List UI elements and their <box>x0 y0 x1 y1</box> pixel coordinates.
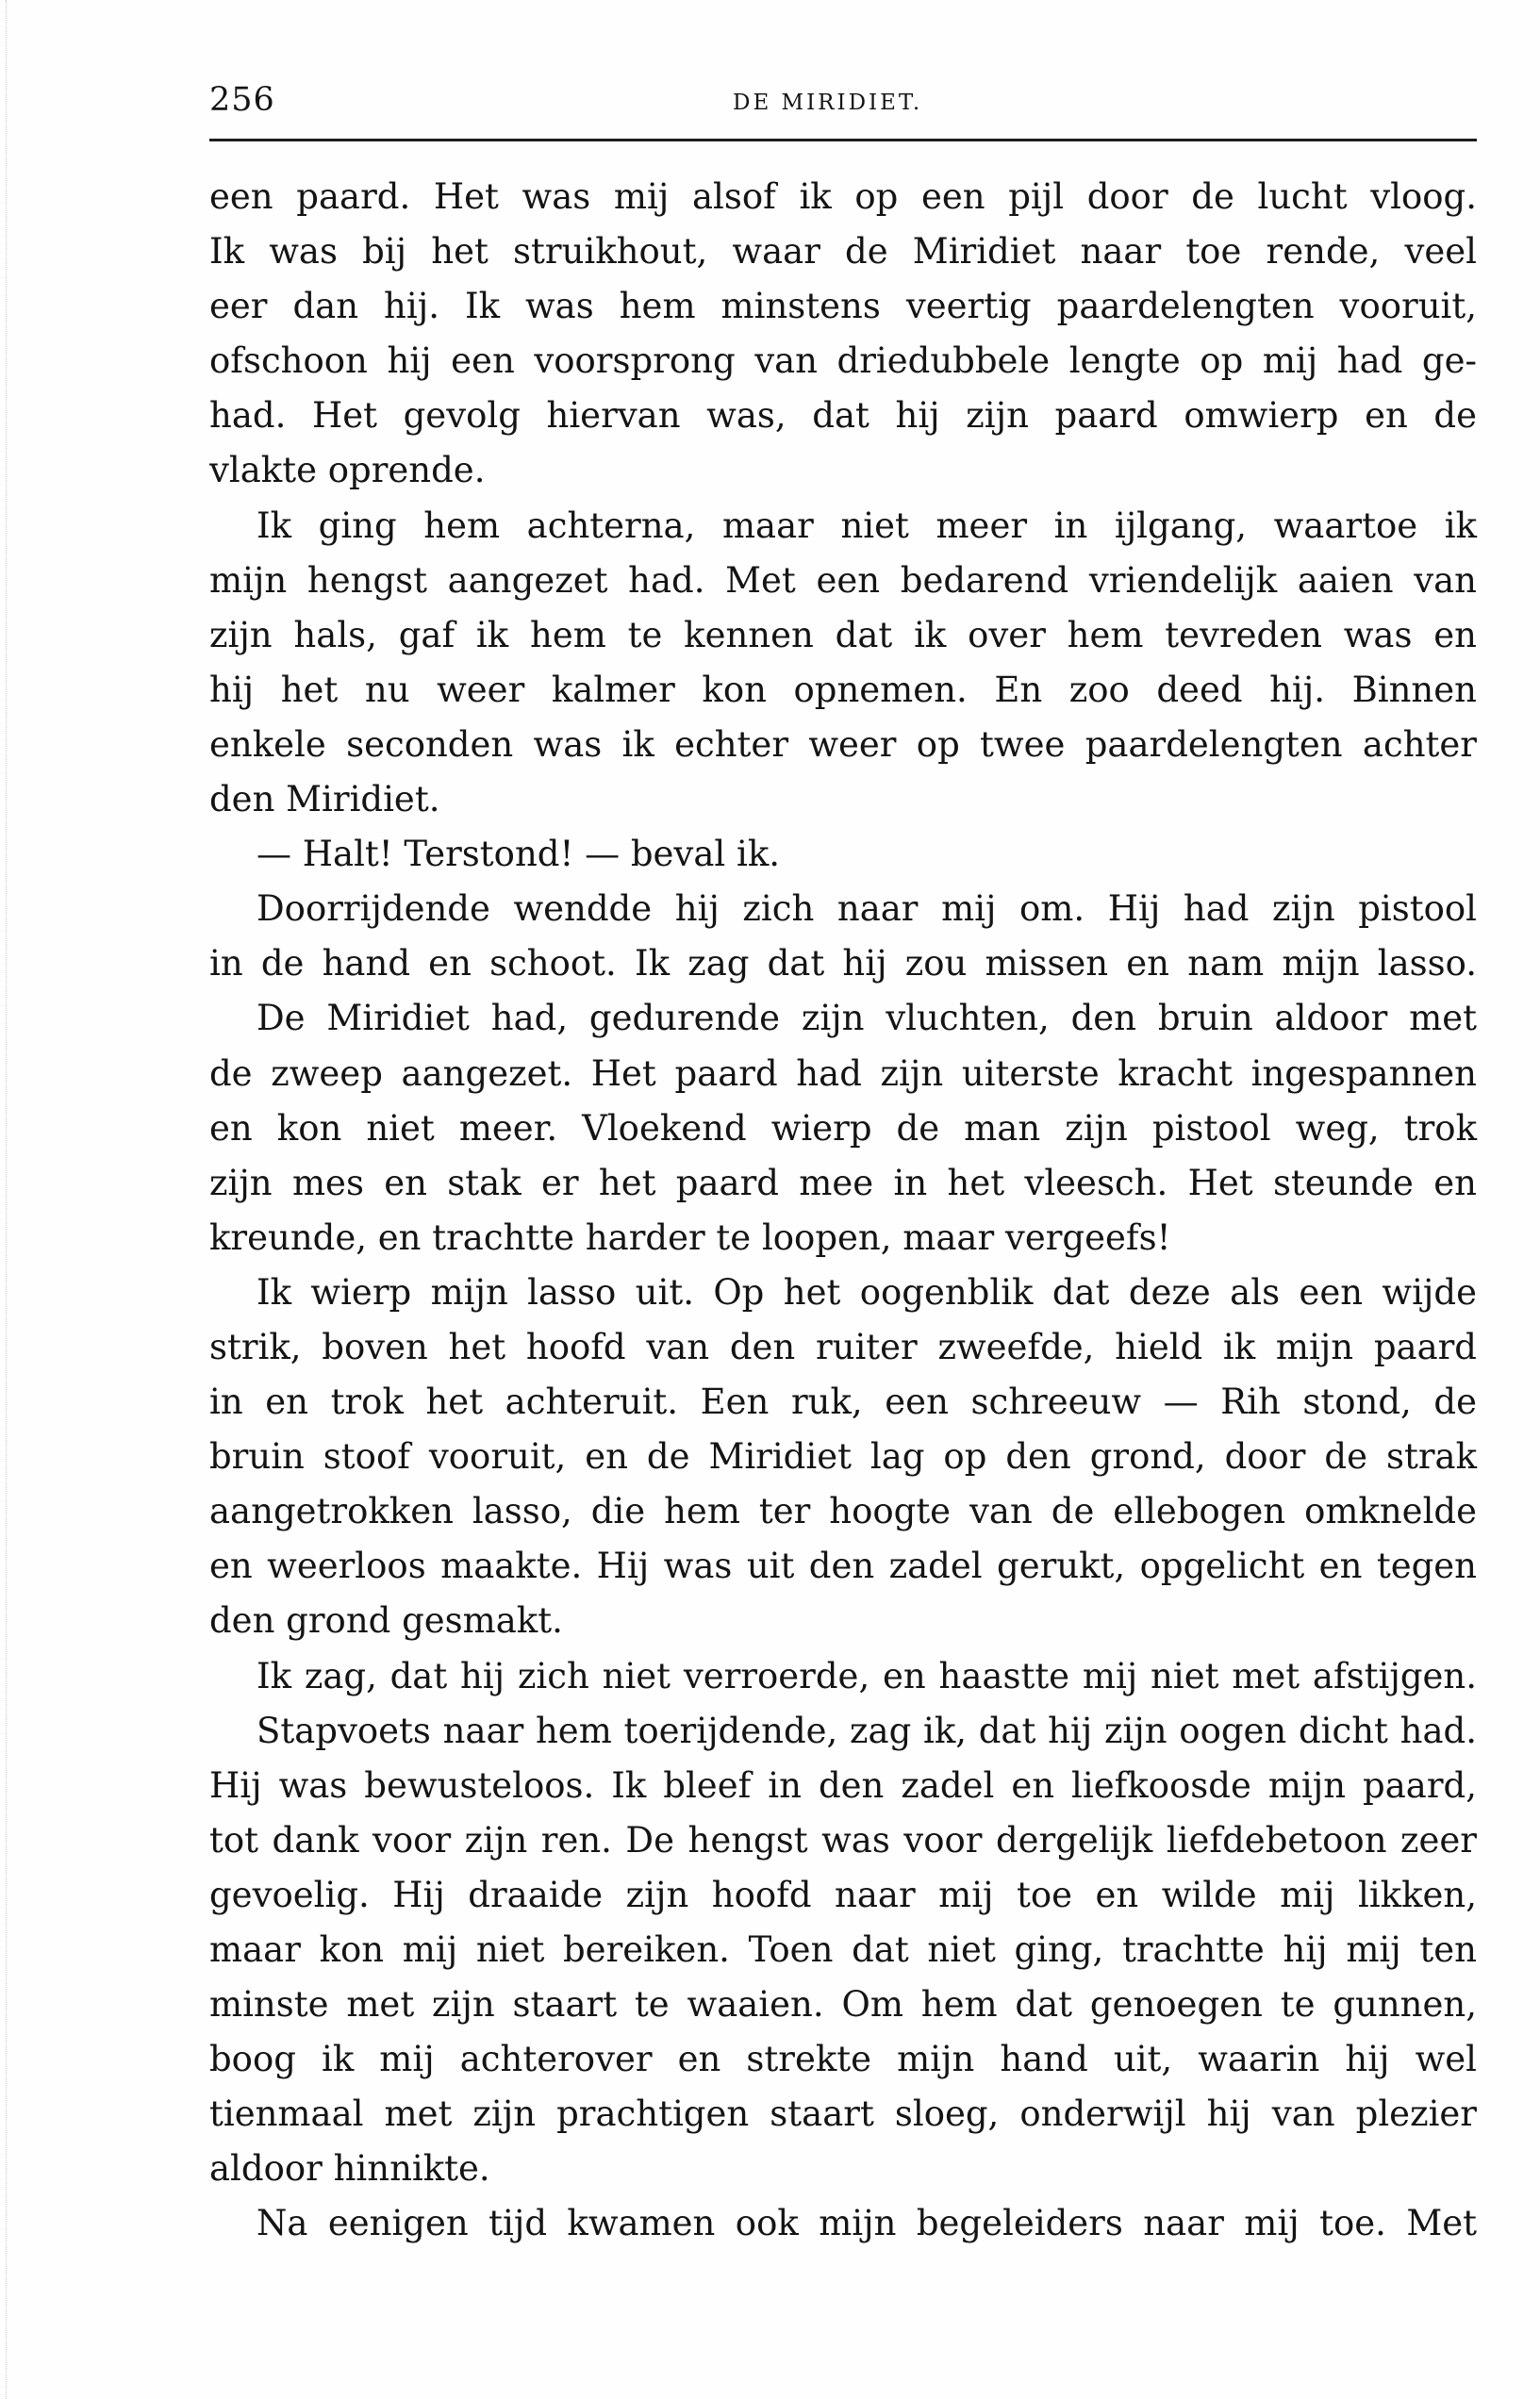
text-line: gevoelig. Hij draaide zijn hoofd naar mij toe en wilde mij likken, <box>209 1874 1477 1915</box>
text-line: Stapvoets naar hem toerijdende, zag ik, dat hij zijn oogen dicht had. <box>257 1710 1477 1751</box>
text-line: in en trok het achteruit. Een ruk, een schreeuw — Rih stond, de <box>209 1381 1477 1423</box>
text-line: zijn mes en stak er het paard mee in het vleesch. Het steunde en <box>209 1162 1477 1203</box>
page-number: 256 <box>209 81 275 119</box>
text-line: een paard. Het was mij alsof ik op een pijl door de lucht vloog. <box>209 176 1477 217</box>
text-line: mijn hengst aangezet had. Met een bedarend vriendelijk aaien van <box>209 559 1477 601</box>
text-line: Ik was bij het struikhout, waar de Miridiet naar toe rende, veel <box>209 231 1477 273</box>
text-line: tienmaal met zijn prachtigen staart sloeg, onderwijl hij van plezier <box>209 2093 1477 2135</box>
text-line: Na eenigen tijd kwamen ook mijn begeleiders naar mij toe. Met <box>257 2203 1477 2244</box>
text-line: hij het nu weer kalmer kon opnemen. En zoo deed hij. Binnen <box>209 669 1477 710</box>
header-rule <box>209 139 1477 141</box>
text-line: strik, boven het hoofd van den ruiter zweefde, hield ik mijn paard <box>209 1326 1477 1367</box>
text-line: den Miridiet. <box>209 779 440 820</box>
running-title: DE MIRIDIET. <box>733 91 923 115</box>
text-line: zijn hals, gaf ik hem te kennen dat ik over hem tevreden was en <box>209 614 1477 655</box>
text-line: had. Het gevolg hiervan was, dat hij zijn paard omwierp en de <box>209 395 1477 437</box>
text-line: bruin stoof vooruit, en de Miridiet lag op den grond, door de strak <box>209 1436 1477 1478</box>
text-line: eer dan hij. Ik was hem minstens veertig paardelengten vooruit, <box>209 286 1477 327</box>
text-line: — Halt! Terstond! — beval ik. <box>257 834 780 875</box>
page-header <box>209 81 1477 128</box>
text-line: Doorrijdende wendde hij zich naar mij om. Hij had zijn pistool <box>257 888 1477 930</box>
text-line: en kon niet meer. Vloekend wierp de man zijn pistool weg, trok <box>209 1107 1477 1149</box>
text-line: Ik ging hem achterna, maar niet meer in ijlgang, waartoe ik <box>257 505 1477 546</box>
text-line: aangetrokken lasso, die hem ter hoogte van de ellebogen omknelde <box>209 1491 1477 1532</box>
text-line: en weerloos maakte. Hij was uit den zadel gerukt, opgelicht en tegen <box>209 1546 1477 1587</box>
text-line: de zweep aangezet. Het paard had zijn uiterste kracht ingespannen <box>209 1052 1477 1094</box>
text-line: enkele seconden was ik echter weer op twee paardelengten achter <box>209 723 1477 765</box>
text-line: ofschoon hij een voorsprong van driedubbele lengte op mij had ge- <box>209 340 1477 382</box>
page-gutter-edge <box>6 0 7 2399</box>
text-line: den grond gesmakt. <box>209 1600 563 1642</box>
text-line: vlakte oprende. <box>209 450 486 491</box>
text-line: maar kon mij niet bereiken. Toen dat niet ging, trachtte hij mij ten <box>209 1929 1477 1970</box>
text-line: aldoor hinnikte. <box>209 2148 490 2190</box>
text-line: kreunde, en trachtte harder te loopen, maar vergeefs! <box>209 1216 1171 1258</box>
text-line: De Miridiet had, gedurende zijn vluchten, den bruin aldoor met <box>257 998 1477 1039</box>
text-line: Ik wierp mijn lasso uit. Op het oogenblik dat deze als een wijde <box>257 1271 1477 1313</box>
text-line: Hij was bewusteloos. Ik bleef in den zadel en liefkoosde mijn paard, <box>209 1764 1477 1806</box>
text-line: in de hand en schoot. Ik zag dat hij zou missen en nam mijn lasso. <box>209 943 1477 984</box>
text-line: minste met zijn staart te waaien. Om hem dat genoegen te gunnen, <box>209 1984 1477 2026</box>
body-text <box>209 170 1477 2252</box>
text-line: boog ik mij achterover en strekte mijn hand uit, waarin hij wel <box>209 2039 1477 2080</box>
text-line: Ik zag, dat hij zich niet verroerde, en haastte mij niet met afstijgen. <box>257 1655 1477 1696</box>
text-line: tot dank voor zijn ren. De hengst was voor dergelijk liefdebetoon zeer <box>209 1819 1477 1861</box>
